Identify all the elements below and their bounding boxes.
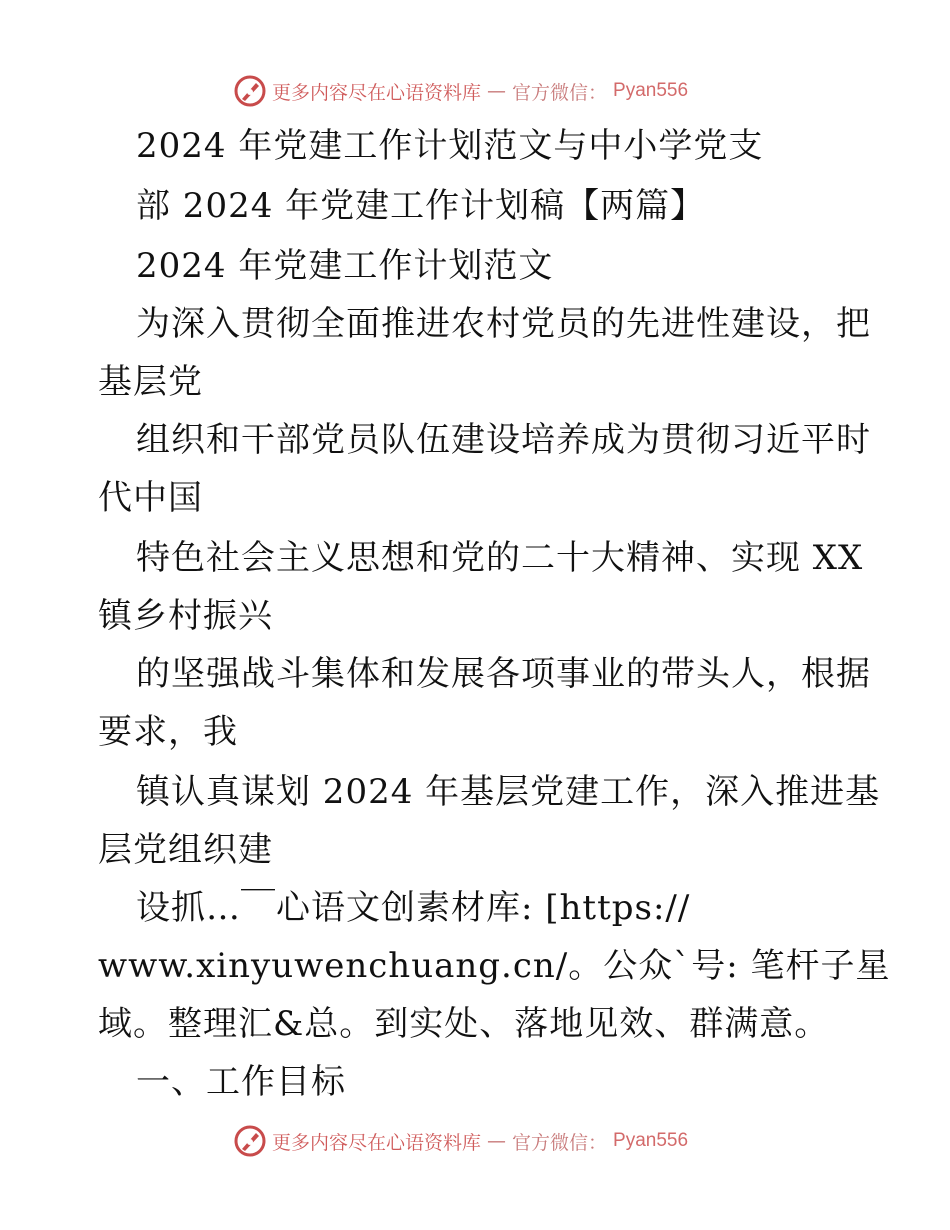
watermark-main-text: 更多内容尽在心语资料库 (272, 1131, 482, 1154)
document-title-line-2: 部 2024 年党建工作计划稿【两篇】 (136, 186, 706, 226)
body-line: www.xinyuwenchuang.cn/。公众`号: 笔杆子星 (98, 946, 891, 986)
watermark-wechat-id: Pyan556 (613, 1130, 689, 1151)
body-line: 层党组织建 (98, 830, 273, 870)
body-line: 域。整理汇&总。到实处、落地见效、群满意。 (98, 1004, 830, 1044)
document-title-line-1: 2024 年党建工作计划范文与中小学党支 (136, 126, 764, 166)
body-line: 代中国 (98, 478, 203, 518)
body-line: 基层党 (98, 362, 203, 402)
watermark-official-label: 官方微信： (512, 1131, 608, 1154)
body-line: 镇乡村振兴 (98, 596, 273, 636)
header-watermark (234, 74, 688, 108)
subsection-heading: 一、工作目标 (136, 1062, 346, 1102)
body-line: 设抓…￣心语文创素材库: [https:// (136, 888, 691, 928)
body-line: 为深入贯彻全面推进农村党员的先进性建设，把 (136, 304, 871, 344)
watermark-dash: — (487, 1130, 507, 1152)
body-line: 的坚强战斗集体和发展各项事业的带头人，根据 (136, 654, 871, 694)
watermark-official-label: 官方微信： (512, 81, 608, 104)
footer-watermark (234, 1124, 688, 1158)
body-line: 组织和干部党员队伍建设培养成为贯彻习近平时 (136, 420, 871, 460)
body-line: 特色社会主义思想和党的二十大精神、实现 XX (136, 538, 864, 578)
body-line: 镇认真谋划 2024 年基层党建工作，深入推进基 (136, 772, 881, 812)
quill-logo-icon (234, 1125, 266, 1157)
watermark-main-text: 更多内容尽在心语资料库 (272, 81, 482, 104)
watermark-dash: — (487, 80, 507, 102)
body-line: 要求，我 (98, 712, 238, 752)
watermark-wechat-id: Pyan556 (613, 80, 689, 101)
quill-logo-icon (234, 75, 266, 107)
section-title: 2024 年党建工作计划范文 (136, 246, 554, 286)
